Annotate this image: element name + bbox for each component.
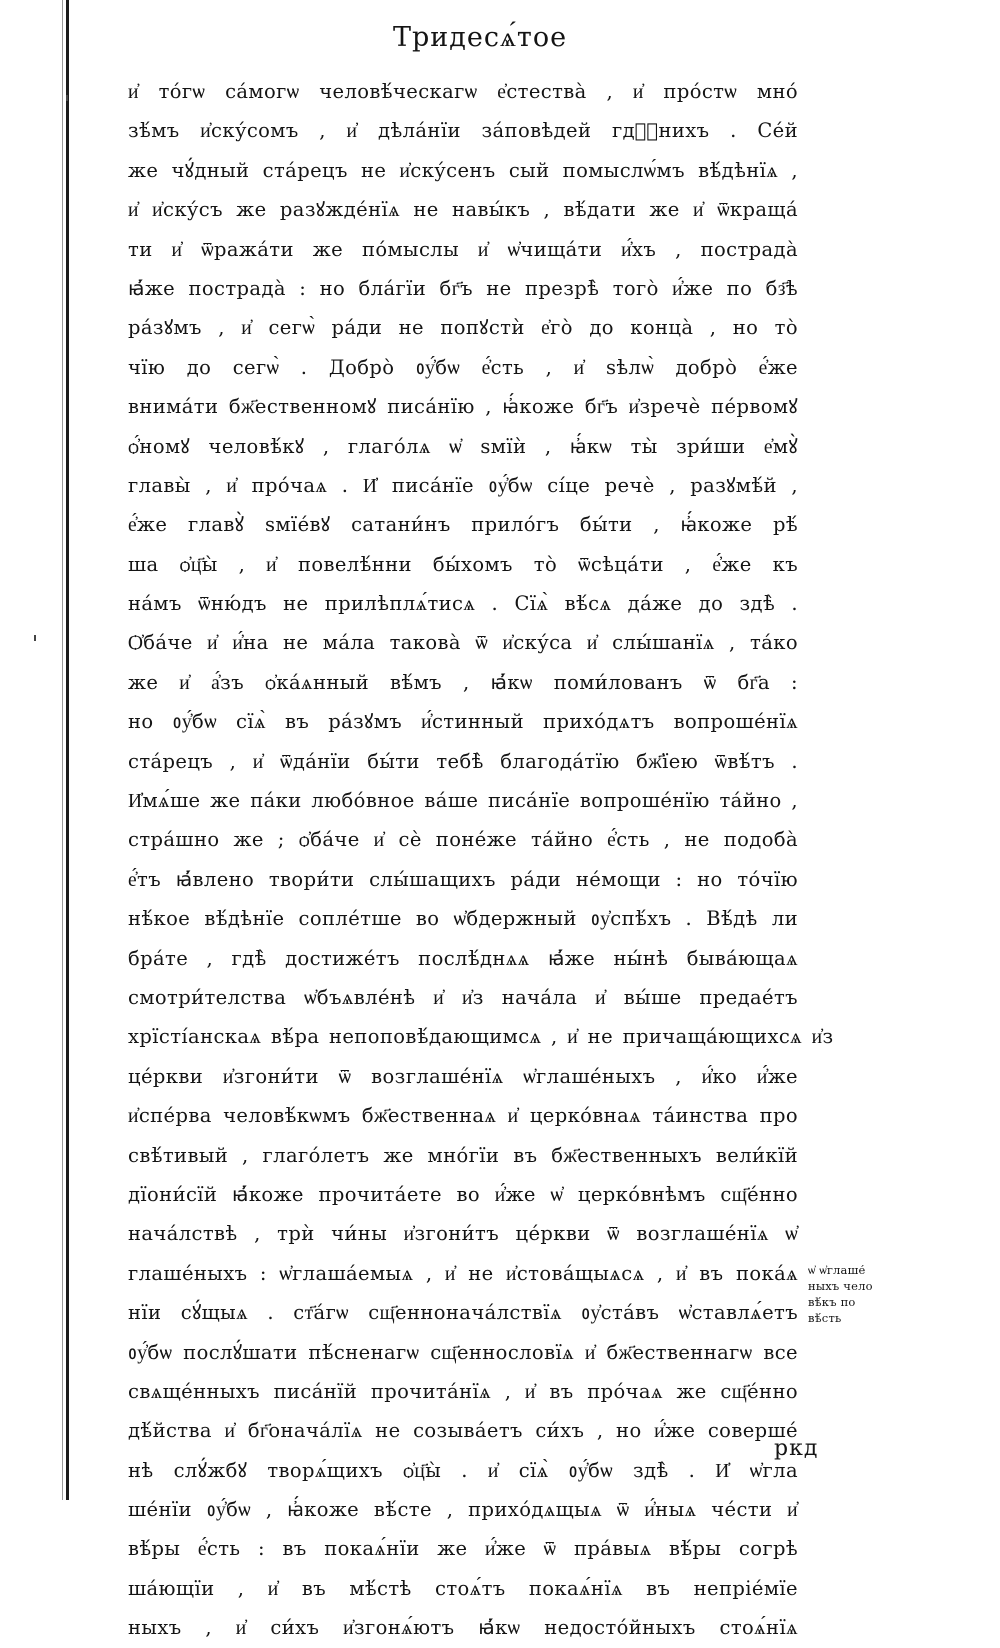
text-line: ꙗ҆́же пострада̀ : но бла́гїи бг҃ъ не презрѣ̀ того̀ и҆́же по бз҃ѣ — [128, 276, 798, 300]
text-line: нача́лствѣ , трѝ чи́ны и҆згони́тъ це́ркви ѿ возглаше́нїѧ ѡ҆ — [128, 1222, 798, 1246]
text-line: це́ркви и҆згони́ти ѿ возглаше́нїѧ ѡ҆глаше́ныхъ , и҆́ко и҆́же — [128, 1064, 798, 1088]
text-line: зѣ́мъ и҆ску́сомъ , и҆ дѣла́нїи за́повѣдей гдⷭ҇нихъ . Се́й — [128, 119, 798, 143]
text-line: глаше́ныхъ : ѡ҆глаша́емыѧ , и҆ не и҆стова́щыѧсѧ , и҆ въ пока́ѧ — [128, 1261, 798, 1285]
scan-speck — [66, 95, 68, 101]
text-line: дїони́сїй ꙗ҆́коже прочита́ете во и҆́же ѡ҆ церко́внѣмъ сщ҃е́нно — [128, 1182, 798, 1206]
text-line: смотри́телства ѡ҆бъѧвле́нѣ и҆ и҆з нача́ла и҆ вы́ше предае́тъ — [128, 985, 798, 1009]
text-line: нѣ слꙋ́жбꙋ творѧ́щихъ ѻ҆ц҃ы̀ . и҆ сїѧ̀ ᲂу҆́бѡ здѣ̀ . И҆ ѡ҆гла — [128, 1458, 798, 1482]
text-line: свѧще́нныхъ писа́нїй прочита́нїѧ , и҆ въ про́чаѧ же сщ҃е́нно — [128, 1379, 798, 1403]
text-line: и҆ и҆ску́съ же разꙋжде́нїѧ не навы́къ , вѣ́дати же и҆ ѿкраща́ — [128, 198, 798, 222]
text-line: Ѻ҆ба́че и҆ и҆́на не ма́ла такова̀ ѿ и҆ску́са и҆ слы́шанїѧ , та́ко — [128, 631, 798, 655]
margin-note-line: ѡ҆ ѡ҆глаше́ — [808, 1263, 866, 1277]
text-line: ша ѻ҆ц҃ы̀ , и҆ повелѣ́нни бы́хомъ то̀ ѿсѣца́ти , е҆́же къ — [128, 552, 798, 576]
text-line: ша́ющїи , и҆ въ мѣ́стѣ стоѧ́тъ покаѧ́нїѧ въ непріе́мїе — [128, 1576, 798, 1600]
text-line: И҆мѧ́ше же па́ки любо́вное ва́ше писа́нїе вопроше́нїю та́йно , — [128, 789, 798, 813]
text-line: ти и҆ ѿража́ти же по́мыслы и҆ ѡ҆чища́ти и҆́хъ , пострада̀ — [128, 237, 798, 261]
margin-note — [808, 1262, 878, 1326]
margin-note-line: вѣ́къ по — [808, 1295, 856, 1309]
text-line: внима́ти бж҃ественномꙋ писа́нїю , ꙗ҆́коже бг҃ъ и҆зречѐ пе́рвомꙋ — [128, 395, 798, 419]
running-head: Тридесѧ́тое — [392, 22, 568, 53]
text-line: хрїсті́анскаѧ вѣ́ра непоповѣ́дающимсѧ , и҆ не причаща́ющихсѧ и҆з — [128, 1025, 834, 1049]
text-line: на́мъ ѿню́дъ не прилѣплѧ́тисѧ . Сїѧ̀ вѣ́сѧ да́же до здѣ̀ . — [128, 592, 798, 616]
text-line: и҆спе́рва человѣ́кѡмъ бж҃ественнаѧ и҆ церко́внаѧ та́инства про — [128, 1104, 798, 1128]
text-line: вѣ́ры е҆́сть : въ покаѧ́нїи же и҆́же ѿ пра́выѧ вѣ́ры согрѣ — [128, 1537, 798, 1561]
text-line: е҆́же главꙋ̀ ѕмїе́вꙋ сатани́нъ прило́гъ бы́ти , ꙗ҆́коже рѣ́ — [128, 513, 798, 537]
text-line: же чꙋ́дный ста́рецъ не и҆ску́сенъ сый помыслѡ́мъ вѣ́дѣнїѧ , — [128, 158, 799, 182]
text-line: ѻ҆́номꙋ человѣ́кꙋ , глаго́лѧ ѡ҆ ѕмїѝ , ꙗ҆́кѡ ты̀ зри́ши е҆мꙋ̀ — [128, 434, 798, 458]
text-line: главы̀ , и҆ про́чаѧ . И҆ писа́нїе ᲂу҆́бѡ сі́це речѐ , разꙋмѣ́й , — [128, 473, 798, 497]
text-line: нїи сꙋ́щыѧ . ст҃а́гѡ сщ҃еннонача́лствїѧ ᲂу҆ста́въ ѡ҆ставлѧ́етъ — [128, 1301, 798, 1325]
margin-note-line: вѣ́сть — [808, 1311, 842, 1325]
margin-note-line: ныхъ чело — [808, 1279, 873, 1293]
text-line: ра́зꙋмъ , и҆ сегѡ̀ ра́ди не попꙋстѝ е҆го̀ до конца̀ , но то̀ — [128, 316, 798, 340]
text-line: чїю до сегѡ̀ . Добро̀ ᲂу҆́бѡ е҆́сть , и҆ ѕѣлѡ̀ добро̀ е҆́же — [128, 355, 798, 379]
text-line: ста́рецъ , и҆ ѿда́нїи бы́ти тебѣ̀ благода́тїю бж҃їею ѿвѣ́тъ . — [128, 749, 798, 773]
text-line: бра́те , гдѣ̀ достиже́тъ послѣ́днѧѧ ꙗ҆́же ны́нѣ быва́ющаѧ — [128, 946, 798, 970]
text-line: ᲂу҆́бѡ послꙋ́шати пѣ́сненагѡ сщ҃еннословїѧ и҆ бж҃ественнагѡ все — [128, 1340, 798, 1364]
text-line: е҆́тъ ꙗ҆́влено твори́ти слы́шащихъ ра́ди не́мощи : но то́чїю — [128, 867, 798, 891]
text-line: дѣ́йства и҆ бг҃онача́лїѧ не созыва́етъ си́хъ , но и҆́же соверше́ — [128, 1419, 798, 1443]
text-line: ныхъ , и҆ си́хъ и҆згонѧ́ютъ ꙗ҆́кѡ недосто́йныхъ стоѧ́нїѧ — [128, 1616, 798, 1640]
text-line: и҆ то́гѡ са́могѡ человѣ́ческагѡ е҆стества̀ , и҆ про́стѡ мно́ — [128, 80, 798, 103]
folio-number: ркд — [774, 1436, 819, 1461]
text-line: же и҆ а҆́зъ ѻ҆ка́ѧнный вѣ́мъ , ꙗ҆́кѡ поми́лованъ ѿ бг҃а : — [128, 670, 798, 694]
text-line: свѣ́тивый , глаго́летъ же мно́гїи въ бж҃ественныхъ вели́кїй — [128, 1143, 798, 1167]
scan-edge-shadow — [62, 0, 63, 1500]
scan-edge — [66, 0, 69, 1500]
scan-speck — [34, 635, 36, 641]
text-line: но ᲂу҆́бѡ сїѧ̀ въ ра́зꙋмъ и҆́стинный прихо́дѧтъ вопроше́нїѧ — [128, 710, 798, 734]
text-line: нѣ́кое вѣ́дѣнїе сопле́тше во ѡ҆бдержный ᲂу҆спѣ́хъ . Вѣ́дѣ ли — [128, 907, 798, 931]
text-line: стра́шно же ; ѻ҆ба́че и҆ сѐ поне́же та́йно е҆́сть , не подоба̀ — [128, 828, 798, 852]
text-line: ше́нїи ᲂу҆́бѡ , ꙗ҆́коже вѣ́сте , прихо́дѧщыѧ ѿ и҆́ныѧ че́сти и҆ — [128, 1498, 798, 1522]
